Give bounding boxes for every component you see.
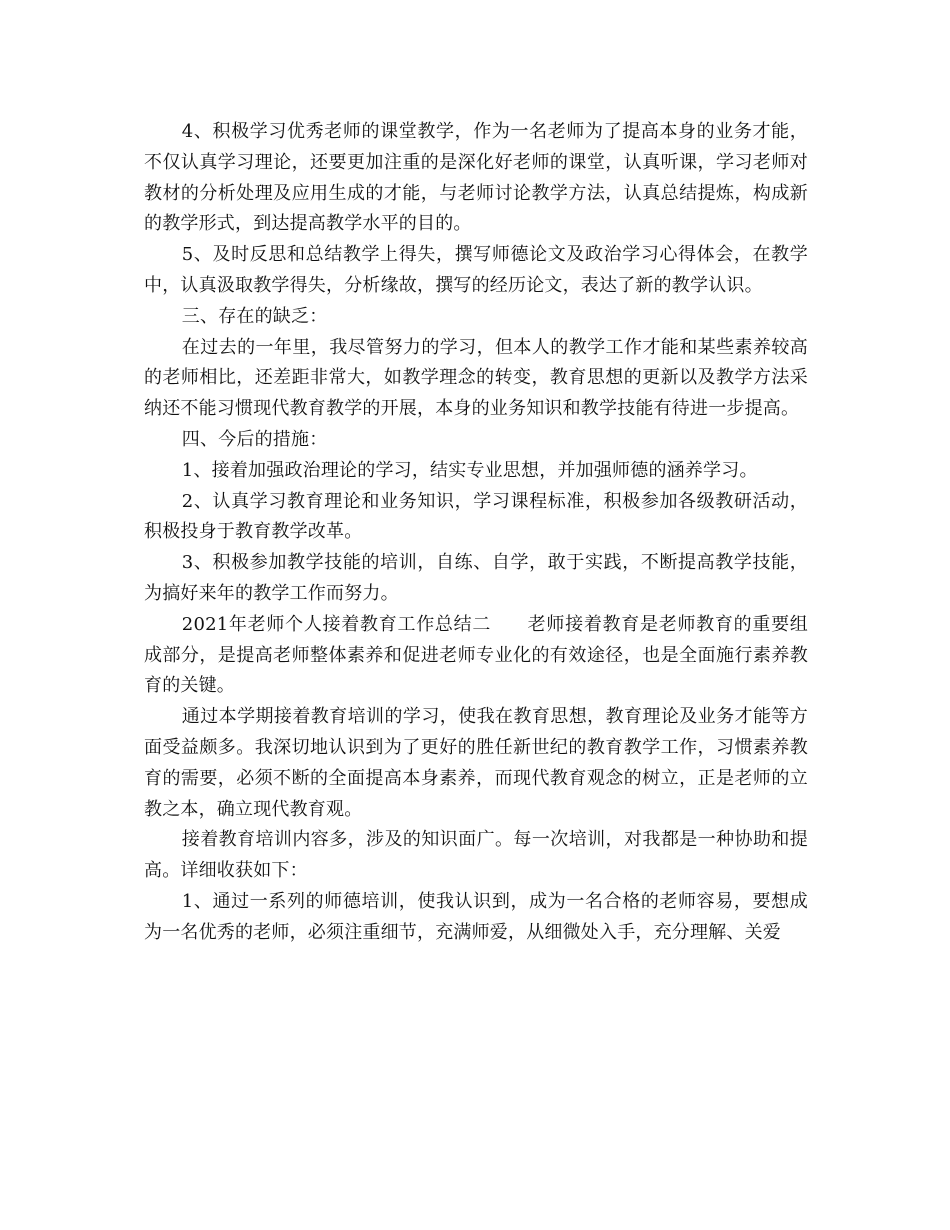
section-heading-shortcomings: 三、存在的缺乏： [181, 305, 328, 327]
summary-two-title: 2021年老师个人接着教育工作总结二 [181, 613, 492, 635]
paragraph-item-4: 4、积极学习优秀老师的课堂教学，作为一名老师为了提高本身的业务才能，不仅认真学习理论，还要更加注重的是深化好老师的课堂，认真听课，学习老师对教材的分析处理及应用生成的才能，与老师讨论教学方法，认真总结提炼，构成新的教学形式，到达提高教学水平的目的。 [144, 121, 808, 235]
paragraph-gain-1: 1、通过一系列的师德培训，使我认识到，成为一名合格的老师容易，要想成为一名优秀的老师，必须注重细节，充满师爱，从细微处入手，充分理解、关爱 [144, 890, 808, 943]
paragraph-shortcomings: 在过去的一年里，我尽管努力的学习，但本人的教学工作才能和某些素养较高的老师相比，还差距非常大，如教学理念的转变，教育思想的更新以及教学方法采纳还不能习惯现代教育教学的开展，本身的业务知识和教学技能有待进一步提高。 [144, 336, 808, 420]
section-heading-measures: 四、今后的措施： [181, 428, 328, 450]
paragraph-training-content: 接着教育培训内容多，涉及的知识面广。每一次培训，对我都是一种协助和提高。详细收获如下： [144, 829, 808, 882]
summary-two-intro-text: 老师接着教育是老师教育的重要组成部分，是提高老师整体素养和促进老师专业化的有效途径，也是全面施行素养教育的关键。 [144, 613, 808, 697]
paragraph-item-5: 5、及时反思和总结教学上得失，撰写师德论文及政治学习心得体会，在教学中，认真汲取教学得失，分析缘故，撰写的经历论文，表达了新的教学认识。 [144, 244, 808, 296]
paragraph-summary-two-intro [144, 610, 808, 702]
paragraph-training-benefits: 通过本学期接着教育培训的学习，使我在教育思想，教育理论及业务才能等方面受益颇多。我深切地认识到为了更好的胜任新世纪的教育教学工作，习惯素养教育的需要，必须不断的全面提高本身素养，而现代教育观念的树立，正是老师的立教之本，确立现代教育观。 [144, 706, 808, 820]
paragraph-measure-3: 3、积极参加教学技能的培训，自练、自学，敢于实践，不断提高教学技能，为搞好来年的教学工作而努力。 [144, 552, 808, 604]
paragraph-measure-2: 2、认真学习教育理论和业务知识，学习课程标准，积极参加各级教研活动，积极投身于教育教学改革。 [144, 490, 808, 543]
document-body [144, 117, 808, 949]
paragraph-measure-1: 1、接着加强政治理论的学习，结实专业思想，并加强师德的涵养学习。 [181, 459, 758, 481]
